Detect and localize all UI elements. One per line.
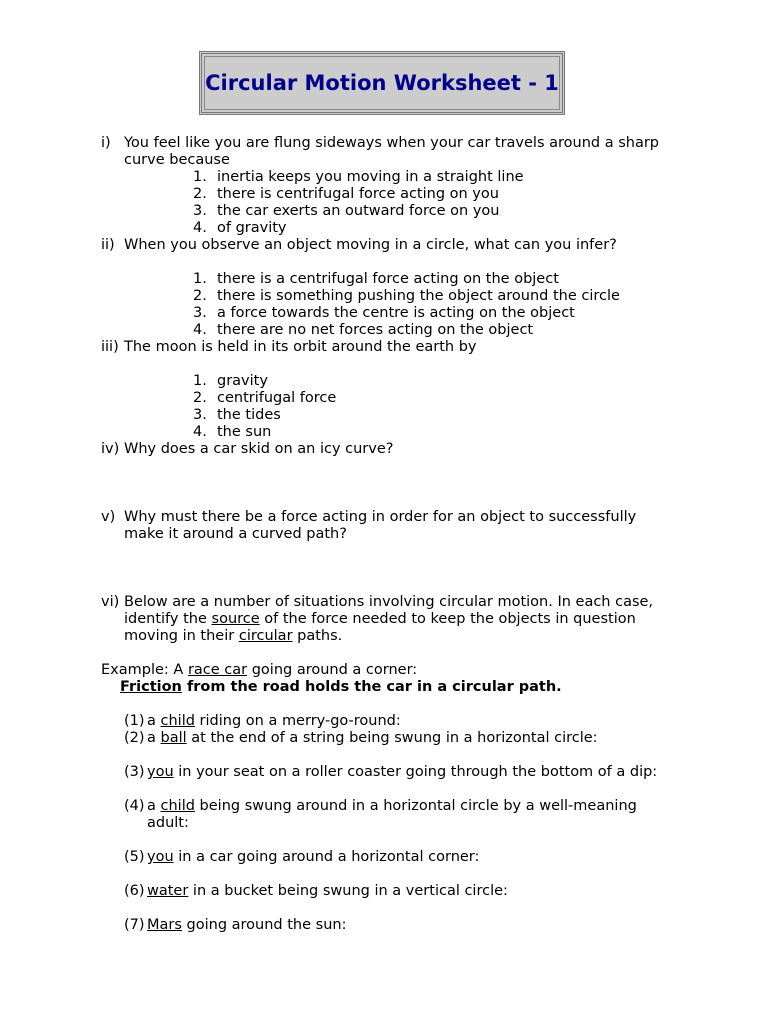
example-line: Example: A race car going around a corner:	[101, 662, 418, 678]
option: 3. a force towards the centre is acting on the object	[193, 305, 575, 321]
option: 2. there is centrifugal force acting on you	[193, 186, 499, 202]
situation-2: (2) a ball at the end of a string being swung in a horizontal circle:	[124, 730, 598, 746]
option: 3. the tides	[193, 407, 281, 423]
question-number: iii)	[101, 339, 119, 355]
situation-4: (4) a child being swung around in a horizontal circle by a well-meaning adult:	[124, 798, 637, 831]
question-3-options	[101, 373, 671, 441]
question-text: Why must there be a force acting in order for an object to successfully make it around a curved path?	[124, 509, 637, 542]
question-number: ii)	[101, 237, 115, 253]
worksheet-body	[101, 135, 671, 934]
option: 1. gravity	[193, 373, 268, 389]
question-1-options	[101, 169, 671, 237]
option: 3. the car exerts an outward force on you	[193, 203, 500, 219]
question-text: Why does a car skid on an icy curve?	[124, 441, 394, 457]
option: 2. there is something pushing the object around the circle	[193, 288, 620, 304]
question-2-options	[101, 271, 671, 339]
situation-7: (7) Mars going around the sun:	[124, 917, 347, 933]
question-number: vi)	[101, 594, 120, 610]
question-text: When you observe an object moving in a circle, what can you infer?	[124, 237, 617, 253]
question-1	[101, 135, 671, 169]
question-number: i)	[101, 135, 111, 151]
question-3	[101, 339, 671, 356]
situation-3: (3) you in your seat on a roller coaster going through the bottom of a dip:	[124, 764, 658, 780]
situation-5: (5) you in a car going around a horizontal corner:	[124, 849, 480, 865]
option: 1. inertia keeps you moving in a straight line	[193, 169, 524, 185]
question-2	[101, 237, 671, 254]
option: 4. the sun	[193, 424, 272, 440]
example-answer: Friction from the road holds the car in a circular path.	[120, 679, 562, 695]
question-number: iv)	[101, 441, 120, 457]
situation-6: (6) water in a bucket being swung in a vertical circle:	[124, 883, 508, 899]
title-box	[199, 51, 565, 115]
option: 2. centrifugal force	[193, 390, 337, 406]
option: 4. of gravity	[193, 220, 287, 236]
question-text: Below are a number of situations involving circular motion. In each case, identify the source of the force needed to keep the objects in question moving in their circular paths.	[124, 594, 654, 644]
situation-1: (1) a child riding on a merry-go-round:	[124, 713, 401, 729]
question-6	[101, 594, 671, 645]
question-5	[101, 509, 671, 543]
question-text: You feel like you are flung sideways when your car travels around a sharp curve because	[124, 135, 660, 168]
worksheet-title: Circular Motion Worksheet - 1	[204, 56, 560, 110]
question-number: v)	[101, 509, 116, 525]
question-text: The moon is held in its orbit around the earth by	[124, 339, 477, 355]
option: 4. there are no net forces acting on the object	[193, 322, 534, 338]
question-4	[101, 441, 671, 458]
option: 1. there is a centrifugal force acting on the object	[193, 271, 559, 287]
